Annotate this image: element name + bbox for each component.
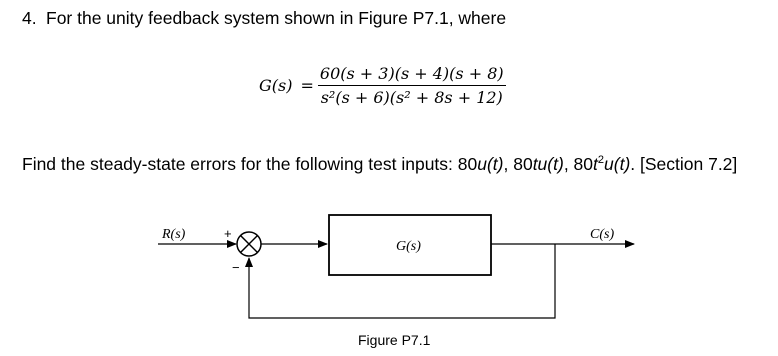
- input-parabola-exponent: 2: [597, 154, 605, 167]
- output-label: C(s): [590, 227, 615, 242]
- prompt-tail: . [Section 7.2]: [630, 154, 738, 174]
- equation-lhs: G(s): [259, 76, 293, 96]
- input-step: u(t): [477, 154, 504, 174]
- input-parabola-u: u(t): [604, 154, 631, 174]
- block-label: G(s): [396, 239, 421, 254]
- minus-sign: −: [232, 260, 240, 275]
- input-ramp: tu(t): [532, 154, 564, 174]
- plus-sign: +: [224, 226, 232, 241]
- equation-numerator: 60(s + 3)(s + 4)(s + 8): [319, 64, 504, 83]
- figure-caption: Figure P7.1: [358, 332, 431, 348]
- equals-sign: =: [300, 76, 314, 96]
- equation-denominator: s²(s + 6)(s² + 8s + 12): [320, 88, 503, 108]
- input-parabola-t: t: [593, 154, 598, 174]
- prompt-sep1: , 80: [503, 154, 533, 174]
- summing-junction: [237, 232, 261, 256]
- input-label: R(s): [162, 227, 186, 242]
- prompt-lead: Find the steady-state errors for the following test inputs: 80: [22, 154, 478, 174]
- question-text: For the unity feedback system shown in Figure P7.1, where: [46, 8, 507, 28]
- prompt-sep2: , 80: [563, 154, 594, 174]
- question-number: 4.: [22, 8, 37, 28]
